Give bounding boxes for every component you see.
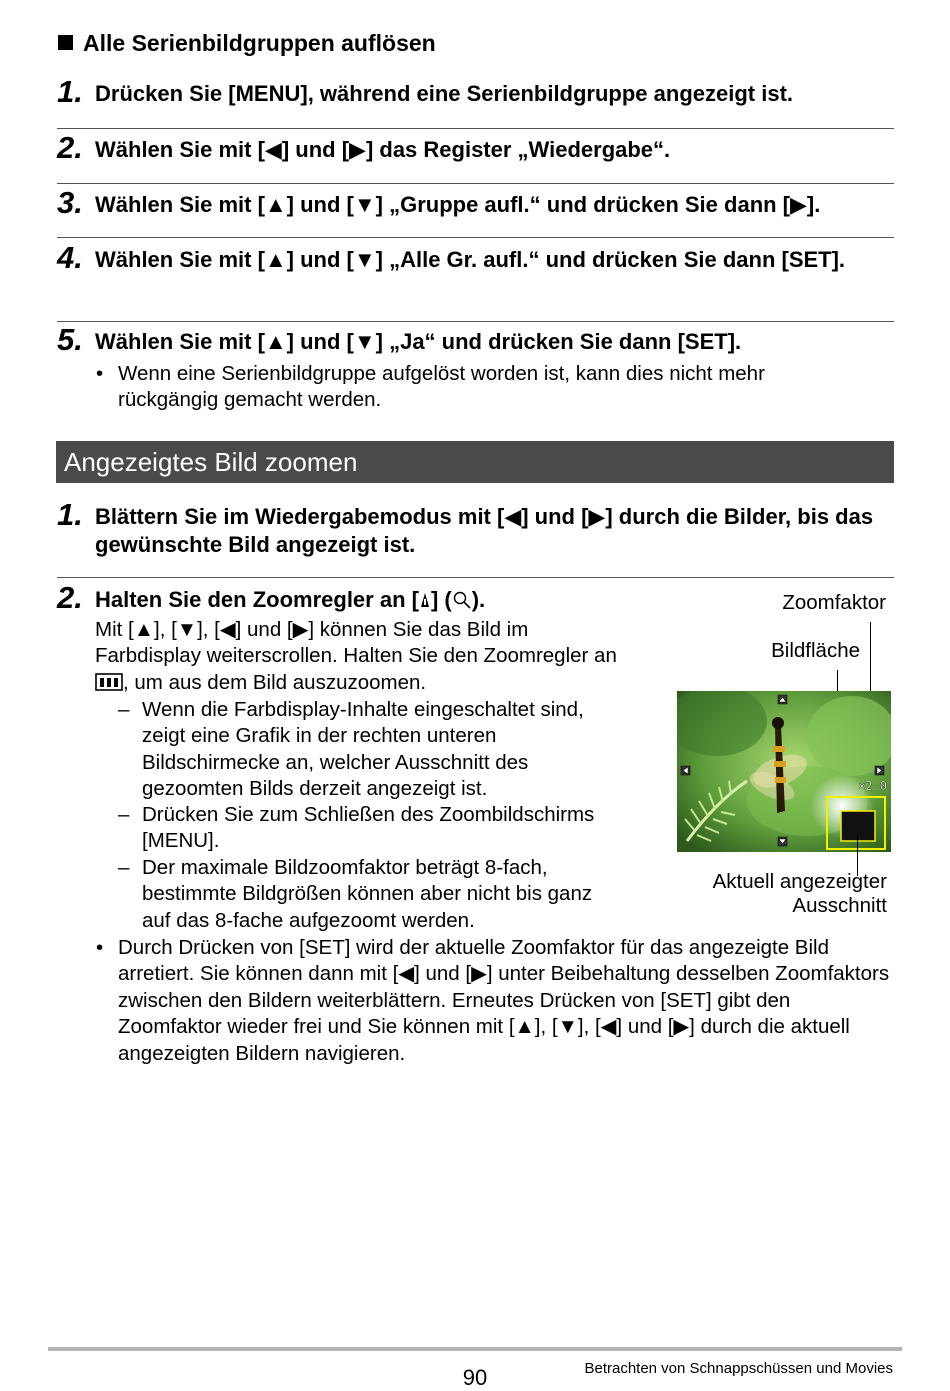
- chapter-title: Betrachten von Schnappschüssen und Movies: [584, 1360, 893, 1377]
- dash-item: – Drücken Sie zum Schließen des Zoombildschirms [MENU].: [118, 803, 595, 853]
- set-bullet: • Durch Drücken von [SET] wird der aktuelle Zoomfaktor für das angezeigte Bild arretiert. Sie können dann mit [◀] und [▶] unter Beibehaltung desselben Zoomfaktors zwischen den Bildern weiterblättern. Erneutes Drücken von [SET] gibt den Zoomfaktor wieder frei und Sie können mit [▲], [▼], [◀] und [▶] durch die aktuell angezeigten Bildern navigieren.: [96, 936, 890, 1065]
- divider: [57, 237, 894, 238]
- magnifier-icon: [452, 590, 472, 610]
- footer-rule: [48, 1347, 902, 1351]
- divider: [57, 321, 894, 322]
- zoom-screen-photo: [677, 691, 891, 852]
- section-heading: Alle Serienbildgruppen auflösen: [58, 30, 436, 57]
- current-section-box: [841, 811, 875, 841]
- step-2: 2. Wählen Sie mit [◀] und [▶] das Register „Wiedergabe“.: [57, 130, 671, 165]
- label-zoom-factor: Zoomfaktor: [782, 591, 886, 614]
- zoom-paragraph: Mit [▲], [▼], [◀] und [▶] können Sie das Bild im Farbdisplay weiterscrollen. Halten Sie den Zoomregler an , um aus dem Bild auszuzoomen.: [95, 618, 617, 694]
- zoom-factor-readout: ×2.0: [858, 779, 887, 793]
- step-4: 4. Wählen Sie mit [▲] und [▼] „Alle Gr. aufl.“ und drücken Sie dann [SET].: [57, 240, 846, 275]
- step-5: 5. Wählen Sie mit [▲] und [▼] „Ja“ und drücken Sie dann [SET].: [57, 322, 742, 357]
- label-image-area: Bildfläche: [771, 639, 860, 662]
- tele-zoom-icon: [419, 591, 431, 609]
- square-bullet-icon: [58, 35, 73, 50]
- wide-zoom-icon: [95, 673, 123, 691]
- divider: [57, 577, 894, 578]
- step-3: 3. Wählen Sie mit [▲] und [▼] „Gruppe aufl.“ und drücken Sie dann [▶].: [57, 185, 821, 220]
- step-1: 1. Drücken Sie [MENU], während eine Serienbildgruppe angezeigt ist.: [57, 74, 794, 109]
- divider: [57, 183, 894, 184]
- zoom-step-1: 1. Blättern Sie im Wiedergabemodus mit [◀] und [▶] durch die Bilder, bis das gewünschte Bild angezeigt ist.: [57, 497, 874, 557]
- dash-item: – Wenn die Farbdisplay-Inhalte eingeschaltet sind, zeigt eine Grafik in der rechten unteren Bildschirmecke an, welcher Ausschnitt des gezoomten Bilds derzeit angezeigt ist.: [118, 698, 584, 801]
- dash-item: – Der maximale Bildzoomfaktor beträgt 8-fach, bestimmte Bildgrößen können aber nicht bis ganz auf das 8-fache aufgezoomt werden.: [118, 856, 593, 932]
- note-bullet: • Wenn eine Serienbildgruppe aufgelöst worden ist, kann dies nicht mehr rückgängig gemacht werden.: [96, 362, 765, 412]
- zoom-step-2: 2. Halten Sie den Zoomregler an [ ] ( ).: [57, 580, 486, 615]
- divider: [57, 128, 894, 129]
- section-title-bar: Angezeigtes Bild zoomen: [56, 441, 894, 483]
- page-number: 90: [462, 1365, 488, 1390]
- label-current-section: Aktuell angezeigter Ausschnitt: [712, 870, 887, 917]
